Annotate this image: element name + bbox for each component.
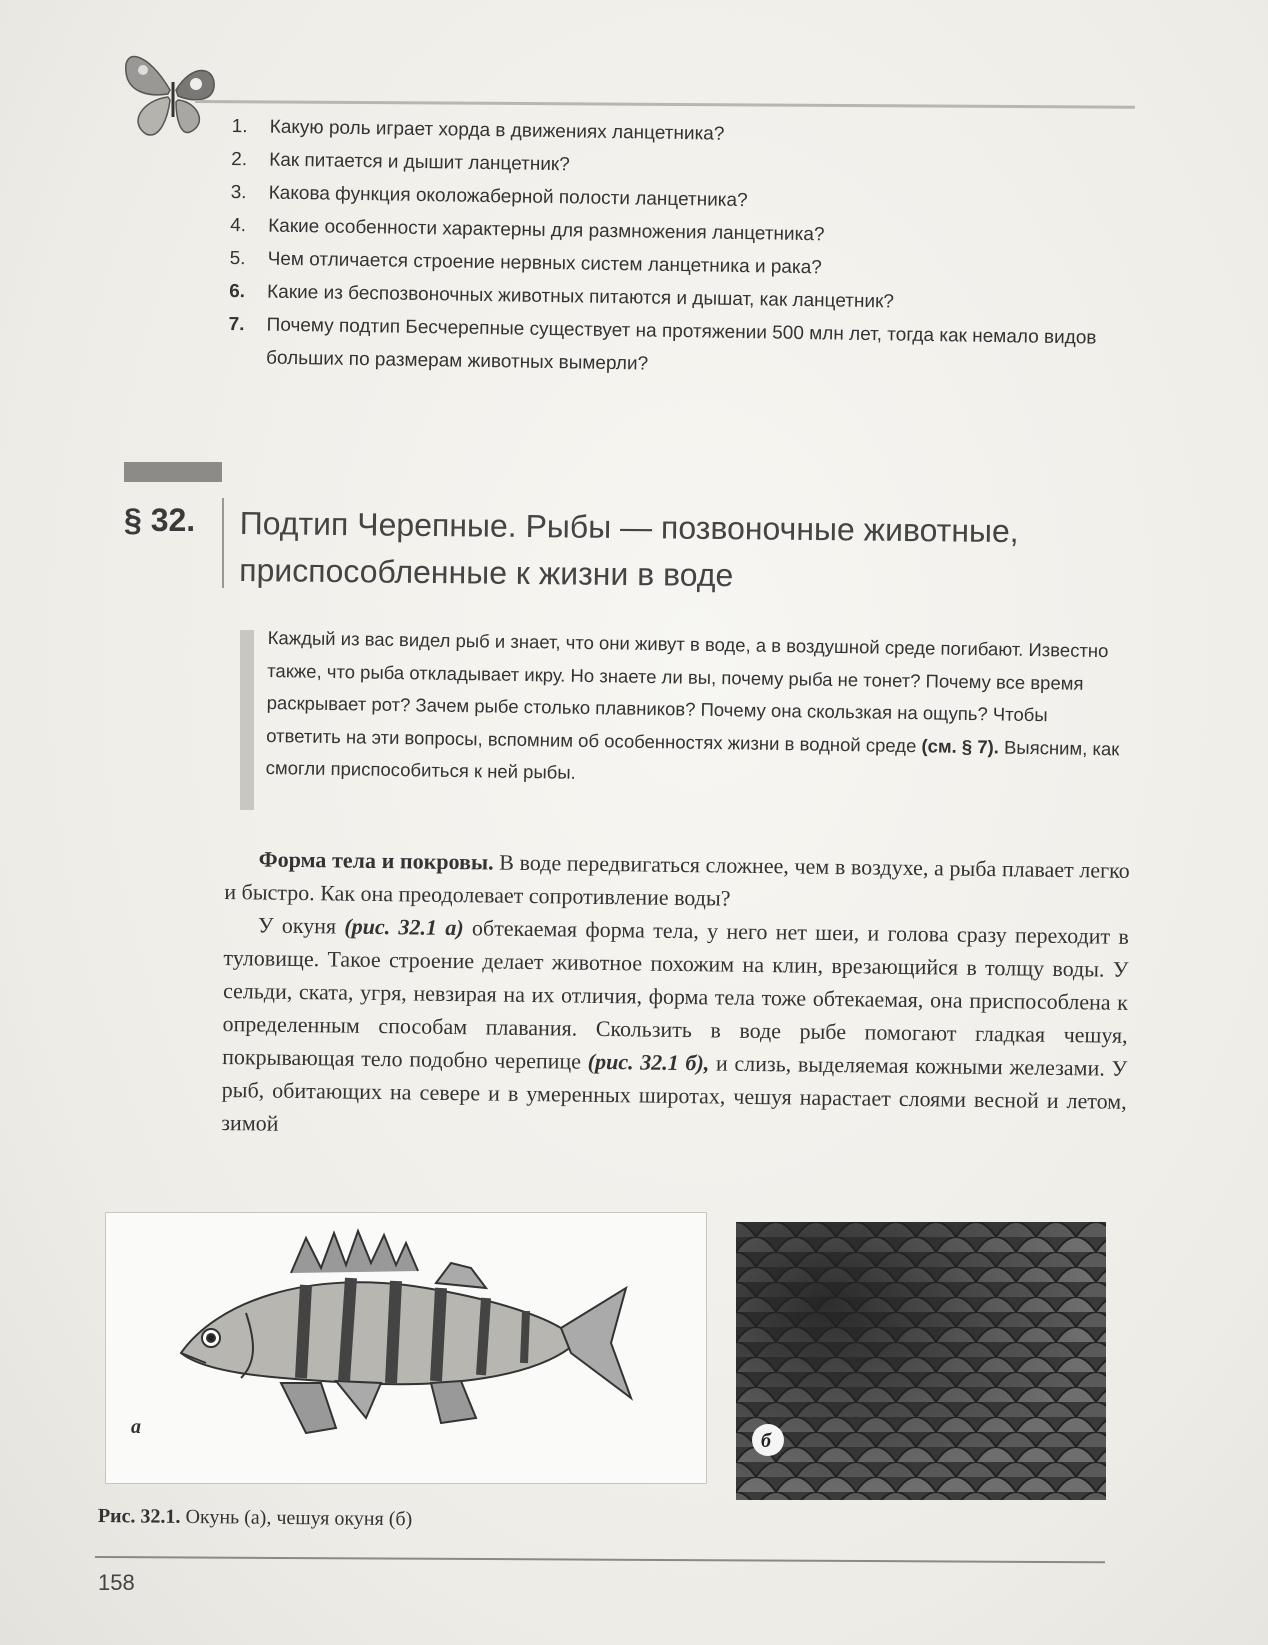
question-number: 1. bbox=[231, 115, 248, 138]
question-number: 3. bbox=[230, 181, 247, 204]
intro-reference: (см. § 7). bbox=[921, 734, 1000, 757]
paragraph-text: У окуня bbox=[257, 912, 345, 939]
section-tab bbox=[124, 462, 222, 482]
question-text: Чем отличается строение нервных систем ланцетника и рака? bbox=[267, 248, 822, 279]
figure-caption bbox=[98, 1505, 413, 1531]
butterfly-icon bbox=[118, 42, 228, 142]
paragraph-text: обтекаемая форма тела, у него нет шеи, и голова сразу переходит в туловище. Такое строение делает животное похожим на клин, врезающийся в толщу воды. У сельди, ската, угря, невзирая на их отличия, форма тела тоже обтекаемая, она приспособлена к определенным способам плавания. Скользить в воде рыбе помогают гладкая чешуя, покрывающая тело подобно черепице bbox=[222, 915, 1130, 1074]
question-text: Какие особенности характерны для размножения ланцетника? bbox=[268, 215, 825, 246]
question-text: Какие из беспозвоночных животных питаются и дышат, как ланцетник? bbox=[266, 281, 895, 313]
perch-illustration bbox=[106, 1213, 706, 1483]
figure-reference: (рис. 32.1 б), bbox=[587, 1048, 710, 1076]
paragraph-heading: Форма тела и покровы. bbox=[258, 846, 494, 875]
figure-reference: (рис. 32.1 а) bbox=[344, 913, 464, 941]
intro-sidebar bbox=[240, 630, 254, 810]
section-divider bbox=[222, 498, 224, 588]
question-number: 2. bbox=[231, 148, 248, 171]
caption-label: Рис. 32.1. bbox=[97, 1505, 181, 1528]
figure-scales bbox=[736, 1222, 1106, 1500]
intro-text: Каждый из вас видел рыб и знает, что они живут в воде, а в воздушной среде погибают. Известно также, что рыба откладывает икру. Но знаете ли вы, почему рыба не тонет? Почему все время раскрывает рот? Зачем рыбе столько плавников? Почему она скользкая на ощупь? Чтобы ответить на эти вопросы, вспомним об особенностях жизни в водной среде bbox=[266, 626, 1109, 756]
question-number: 6. bbox=[228, 280, 246, 303]
figure-perch bbox=[105, 1212, 707, 1484]
section-number: § 32. bbox=[124, 502, 196, 538]
body-text bbox=[221, 842, 1130, 1151]
question-number: 5. bbox=[229, 247, 246, 270]
paragraph-text: и слизь, выделяемая кожными железами. У рыб, обитающих на севере и в умеренных широтах, чешуя нарастает слоями весной и летом, зимой bbox=[221, 1050, 1128, 1136]
page-number: 158 bbox=[98, 1570, 135, 1595]
question-list bbox=[228, 110, 1132, 388]
body-paragraph bbox=[224, 842, 1130, 920]
scales-photo bbox=[736, 1222, 1106, 1500]
intro-tail: Выясним, как смогли приспособиться к ней рыбы. bbox=[265, 735, 1120, 783]
section-title: Подтип Черепные. Рыбы — позвоночные животные, приспособленные к жизни в воде bbox=[239, 504, 1019, 594]
question-number: 4. bbox=[230, 214, 247, 237]
figure-label-a: а bbox=[131, 1416, 141, 1438]
question-text: Как питается и дышит ланцетник? bbox=[269, 149, 570, 176]
intro-paragraph bbox=[265, 622, 1127, 798]
body-paragraph bbox=[221, 908, 1129, 1151]
question-item bbox=[228, 308, 1129, 388]
question-text: Почему подтип Бесчерепные существует на протяжении 500 млн лет, тогда как немало видов больших по размерам животных вымерли? bbox=[265, 314, 1097, 375]
paragraph-text: В воде передвигаться сложнее, чем в воздухе, а рыба плавает легко и быстро. Как она преодолевает сопротивление воды? bbox=[224, 849, 1130, 911]
figure-label-b: б bbox=[761, 1430, 771, 1452]
question-number: 7. bbox=[228, 313, 245, 336]
caption-text: Окунь (а), чешуя окуня (б) bbox=[180, 1505, 413, 1531]
question-text: Какую роль играет хорда в движениях ланцетника? bbox=[269, 116, 725, 145]
perch-fish bbox=[181, 1231, 631, 1433]
question-text: Какова функция околожаберной полости ланцетника? bbox=[268, 182, 748, 212]
